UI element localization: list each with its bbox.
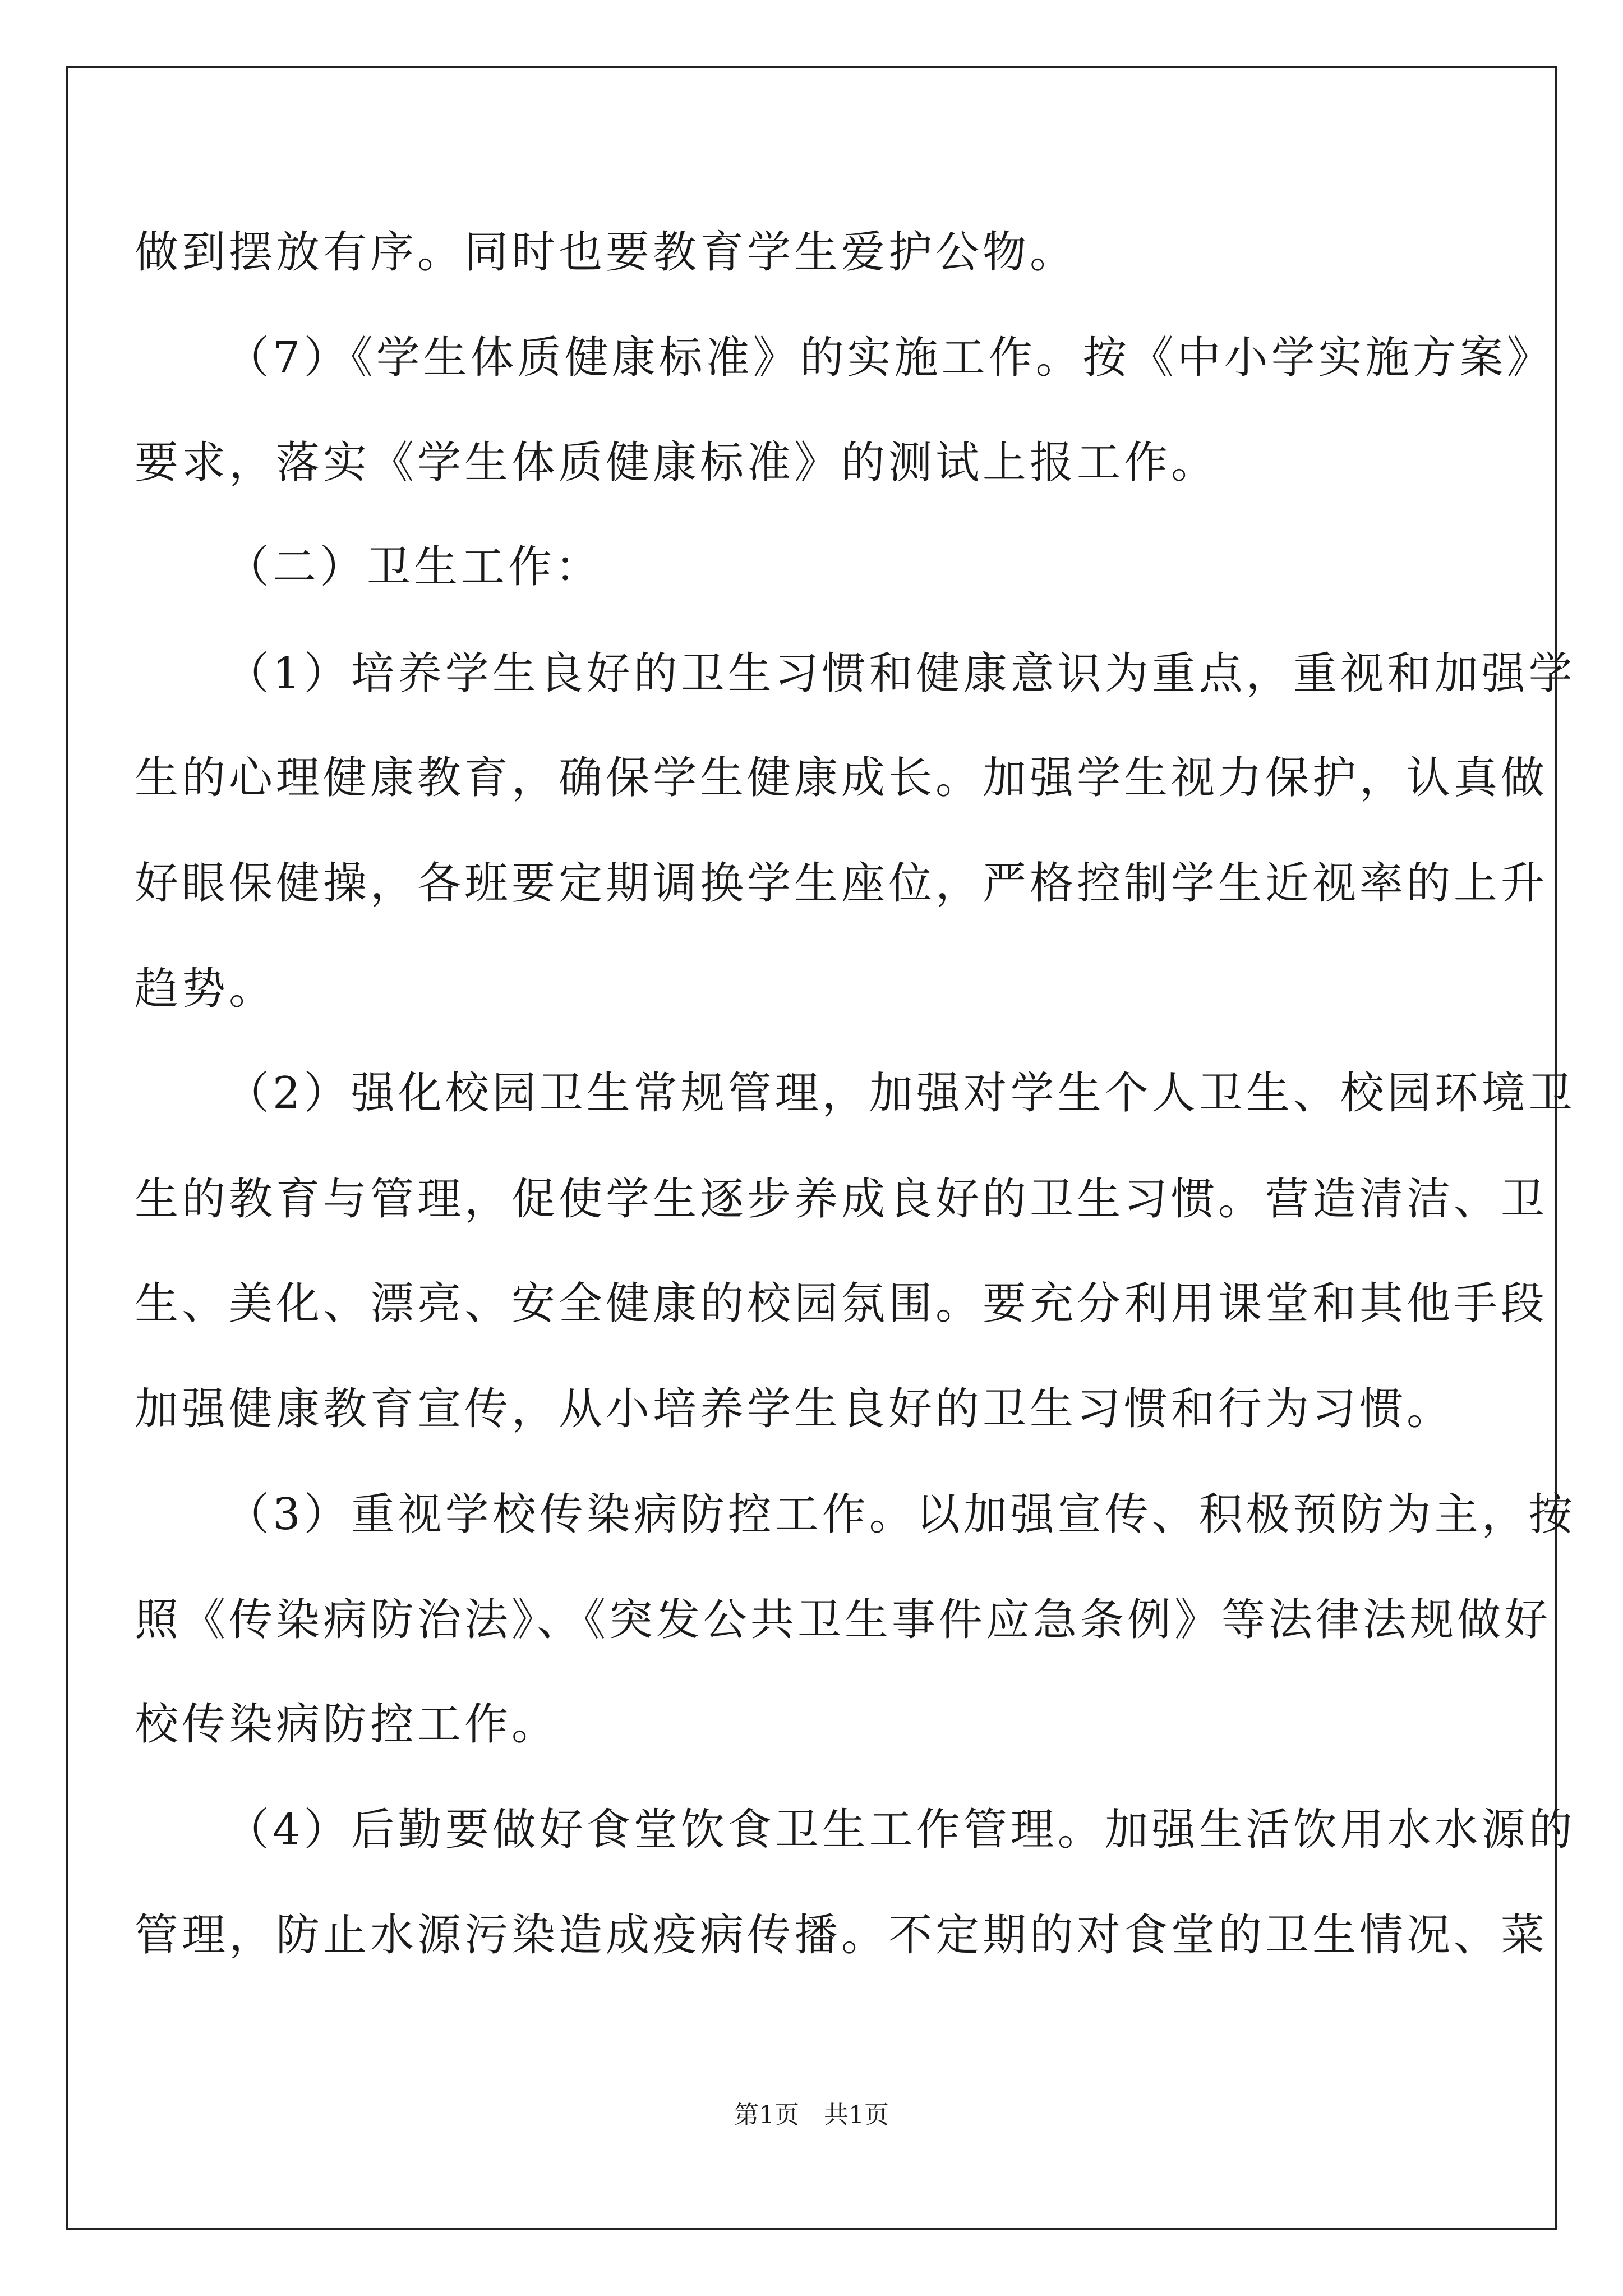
text-line: 生的教育与管理，促使学生逐步养成良好的卫生习惯。营造清洁、卫	[135, 1174, 1548, 1225]
text-line: 生、美化、漂亮、安全健康的校园氛围。要充分利用课堂和其他手段	[135, 1278, 1548, 1329]
text-line: （2）强化校园卫生常规管理，加强对学生个人卫生、校园环境卫	[225, 1068, 1576, 1119]
text-line: 好眼保健操，各班要定期调换学生座位，严格控制学生近视率的上升	[135, 858, 1548, 909]
text-line: （4）后勤要做好食堂饮食卫生工作管理。加强生活饮用水水源的	[225, 1805, 1576, 1855]
text-line: 校传染病防控工作。	[135, 1699, 559, 1750]
section-heading: （二）卫生工作：	[225, 542, 603, 592]
page-number-footer: 第1页 共1页	[734, 2101, 889, 2129]
text-line: 做到摆放有序。同时也要教育学生爱护公物。	[135, 227, 1077, 278]
page-border	[66, 66, 1557, 2230]
text-line: 趋势。	[135, 964, 276, 1014]
text-line: 管理，防止水源污染造成疫病传播。不定期的对食堂的卫生情况、菜	[135, 1910, 1548, 1961]
text-line: 照《传染病防治法》、《突发公共卫生事件应急条例》等法律法规做好	[135, 1595, 1552, 1645]
text-line: （1）培养学生良好的卫生习惯和健康意识为重点，重视和加强学	[225, 648, 1576, 699]
text-line: （3）重视学校传染病防控工作。以加强宣传、积极预防为主，按	[225, 1489, 1576, 1540]
text-line: （7）《学生体质健康标准》的实施工作。按《中小学实施方案》	[225, 333, 1554, 383]
text-line: 要求，落实《学生体质健康标准》的测试上报工作。	[135, 438, 1219, 488]
text-line: 加强健康教育宣传，从小培养学生良好的卫生习惯和行为习惯。	[135, 1384, 1454, 1434]
text-line: 生的心理健康教育，确保学生健康成长。加强学生视力保护，认真做	[135, 753, 1548, 803]
